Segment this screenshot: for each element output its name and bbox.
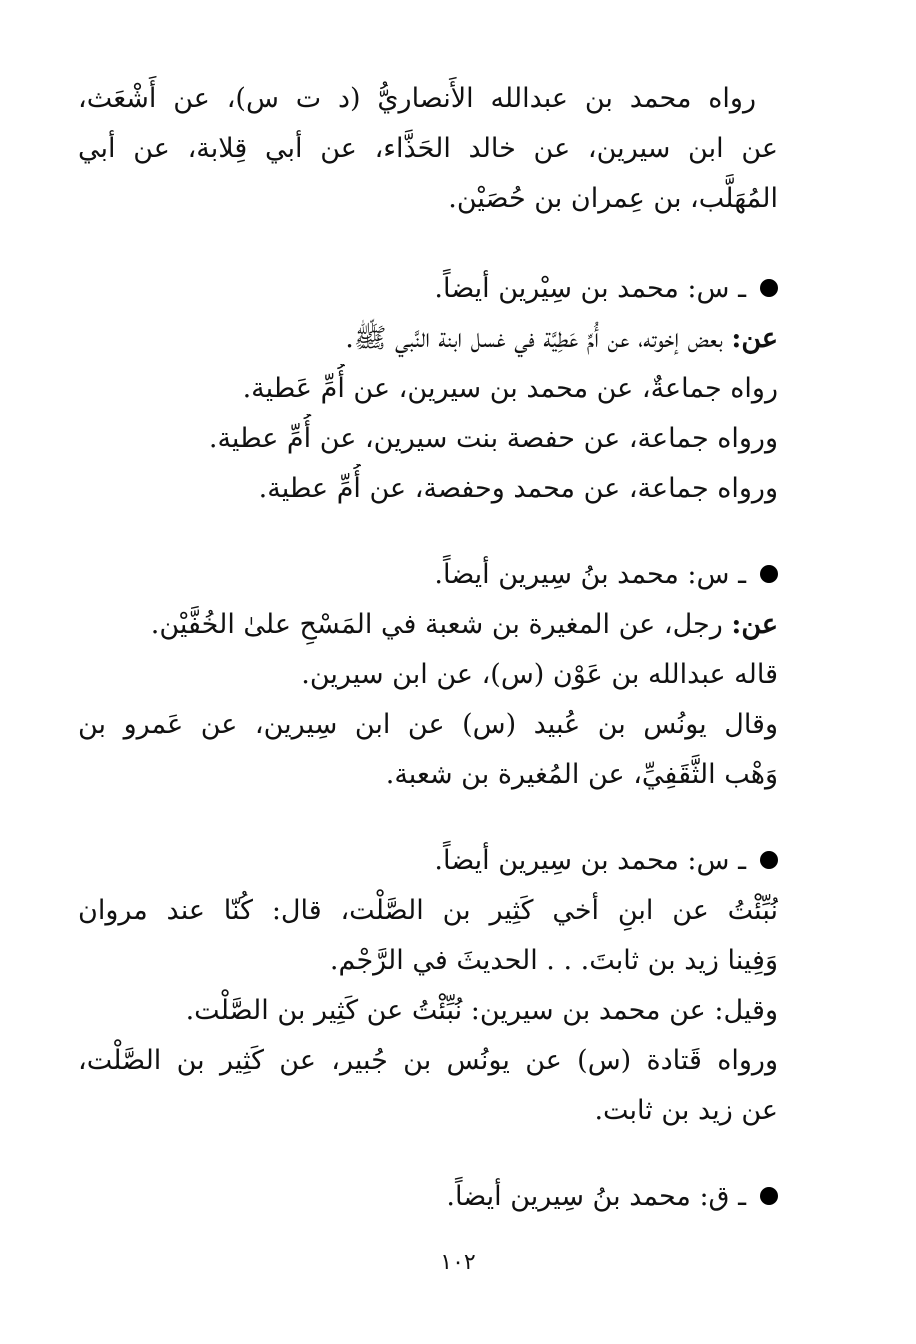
text-line: وقال يونُس بن عُبيد (س) عن ابن سِيرين، عن عَمرو بن — [78, 709, 778, 740]
entry-heading — [78, 550, 778, 600]
spacer — [78, 1136, 778, 1172]
text-line: المُهَلَّب، بن عِمران بن حُصَيْن. — [448, 183, 778, 214]
text-line: وقيل: عن محمد بن سيرين: نُبِّئْتُ عن كَثِير بن الصَّلْت. — [185, 995, 778, 1026]
spacer — [78, 800, 778, 836]
bullet-icon — [760, 565, 778, 583]
text-line: وَهْب الثَّقَفِيِّ، عن المُغيرة بن شعبة. — [385, 759, 778, 790]
entry-4 — [78, 1172, 778, 1222]
text-line: ورواه جماعة، عن حفصة بنت سيرين، عن أُمِّ عطية. — [208, 423, 778, 454]
entry-heading-text: ـ ق: محمد بنُ سِيرين أيضاً. — [446, 1181, 746, 1212]
bullet-icon — [760, 851, 778, 869]
text-line: نُبِّئْتُ عن ابنِ أخي كَثِير بن الصَّلْت، قال: كُنّا عند مروان — [78, 895, 778, 926]
text-line — [78, 600, 778, 650]
text-line: رواه محمد بن عبدالله الأَنصاريُّ (د ت س)، عن أَشْعَث، — [78, 83, 756, 114]
entry-heading — [78, 836, 778, 886]
entry-heading-text: ـ س: محمد بن سِيرين أيضاً. — [434, 845, 746, 876]
page-number: ١٠٢ — [440, 1250, 476, 1275]
spacer — [78, 514, 778, 550]
text-line: قاله عبدالله بن عَوْن (س)، عن ابن سيرين. — [301, 659, 778, 690]
text-line: عن ابن سيرين، عن خالد الحَذَّاء، عن أبي قِلابة، عن أبي — [78, 133, 778, 164]
entry-2 — [78, 550, 778, 800]
text-line — [78, 314, 778, 364]
entry-1 — [78, 264, 778, 514]
entry-3 — [78, 836, 778, 1136]
entry-heading — [78, 1172, 778, 1222]
text-span: بعض إخوته، عن أُمِّ عَطِيَّة في غسل ابنة النَّبي ﷺ. — [345, 323, 723, 354]
paragraph-block-1 — [78, 74, 778, 224]
text-line: وَفِينا زيد بن ثابتَ. . . الحديثَ في الرَّجْم. — [329, 945, 778, 976]
text-line: ورواه قَتادة (س) عن يونُس بن جُبير، عن كَثِير بن الصَّلْت، — [78, 1045, 778, 1076]
lead-word: عن: — [731, 609, 778, 640]
entry-heading — [78, 264, 778, 314]
text-line: عن زيد بن ثابت. — [594, 1095, 778, 1126]
spacer — [78, 224, 778, 264]
entry-heading-text: ـ س: محمد بن سِيْرين أيضاً. — [434, 273, 746, 304]
text-line: رواه جماعةٌ، عن محمد بن سيرين، عن أُمِّ عَطية. — [242, 373, 778, 404]
text-span: رجل، عن المغيرة بن شعبة في المَسْحِ علىٰ الخُفَّيْن. — [150, 609, 723, 640]
bullet-icon — [760, 279, 778, 297]
page-body — [78, 74, 778, 1222]
entry-heading-text: ـ س: محمد بنُ سِيرين أيضاً. — [434, 559, 746, 590]
text-line: ورواه جماعة، عن محمد وحفصة، عن أُمِّ عطية. — [258, 473, 778, 504]
lead-word: عن: — [731, 323, 778, 354]
bullet-icon — [760, 1187, 778, 1205]
